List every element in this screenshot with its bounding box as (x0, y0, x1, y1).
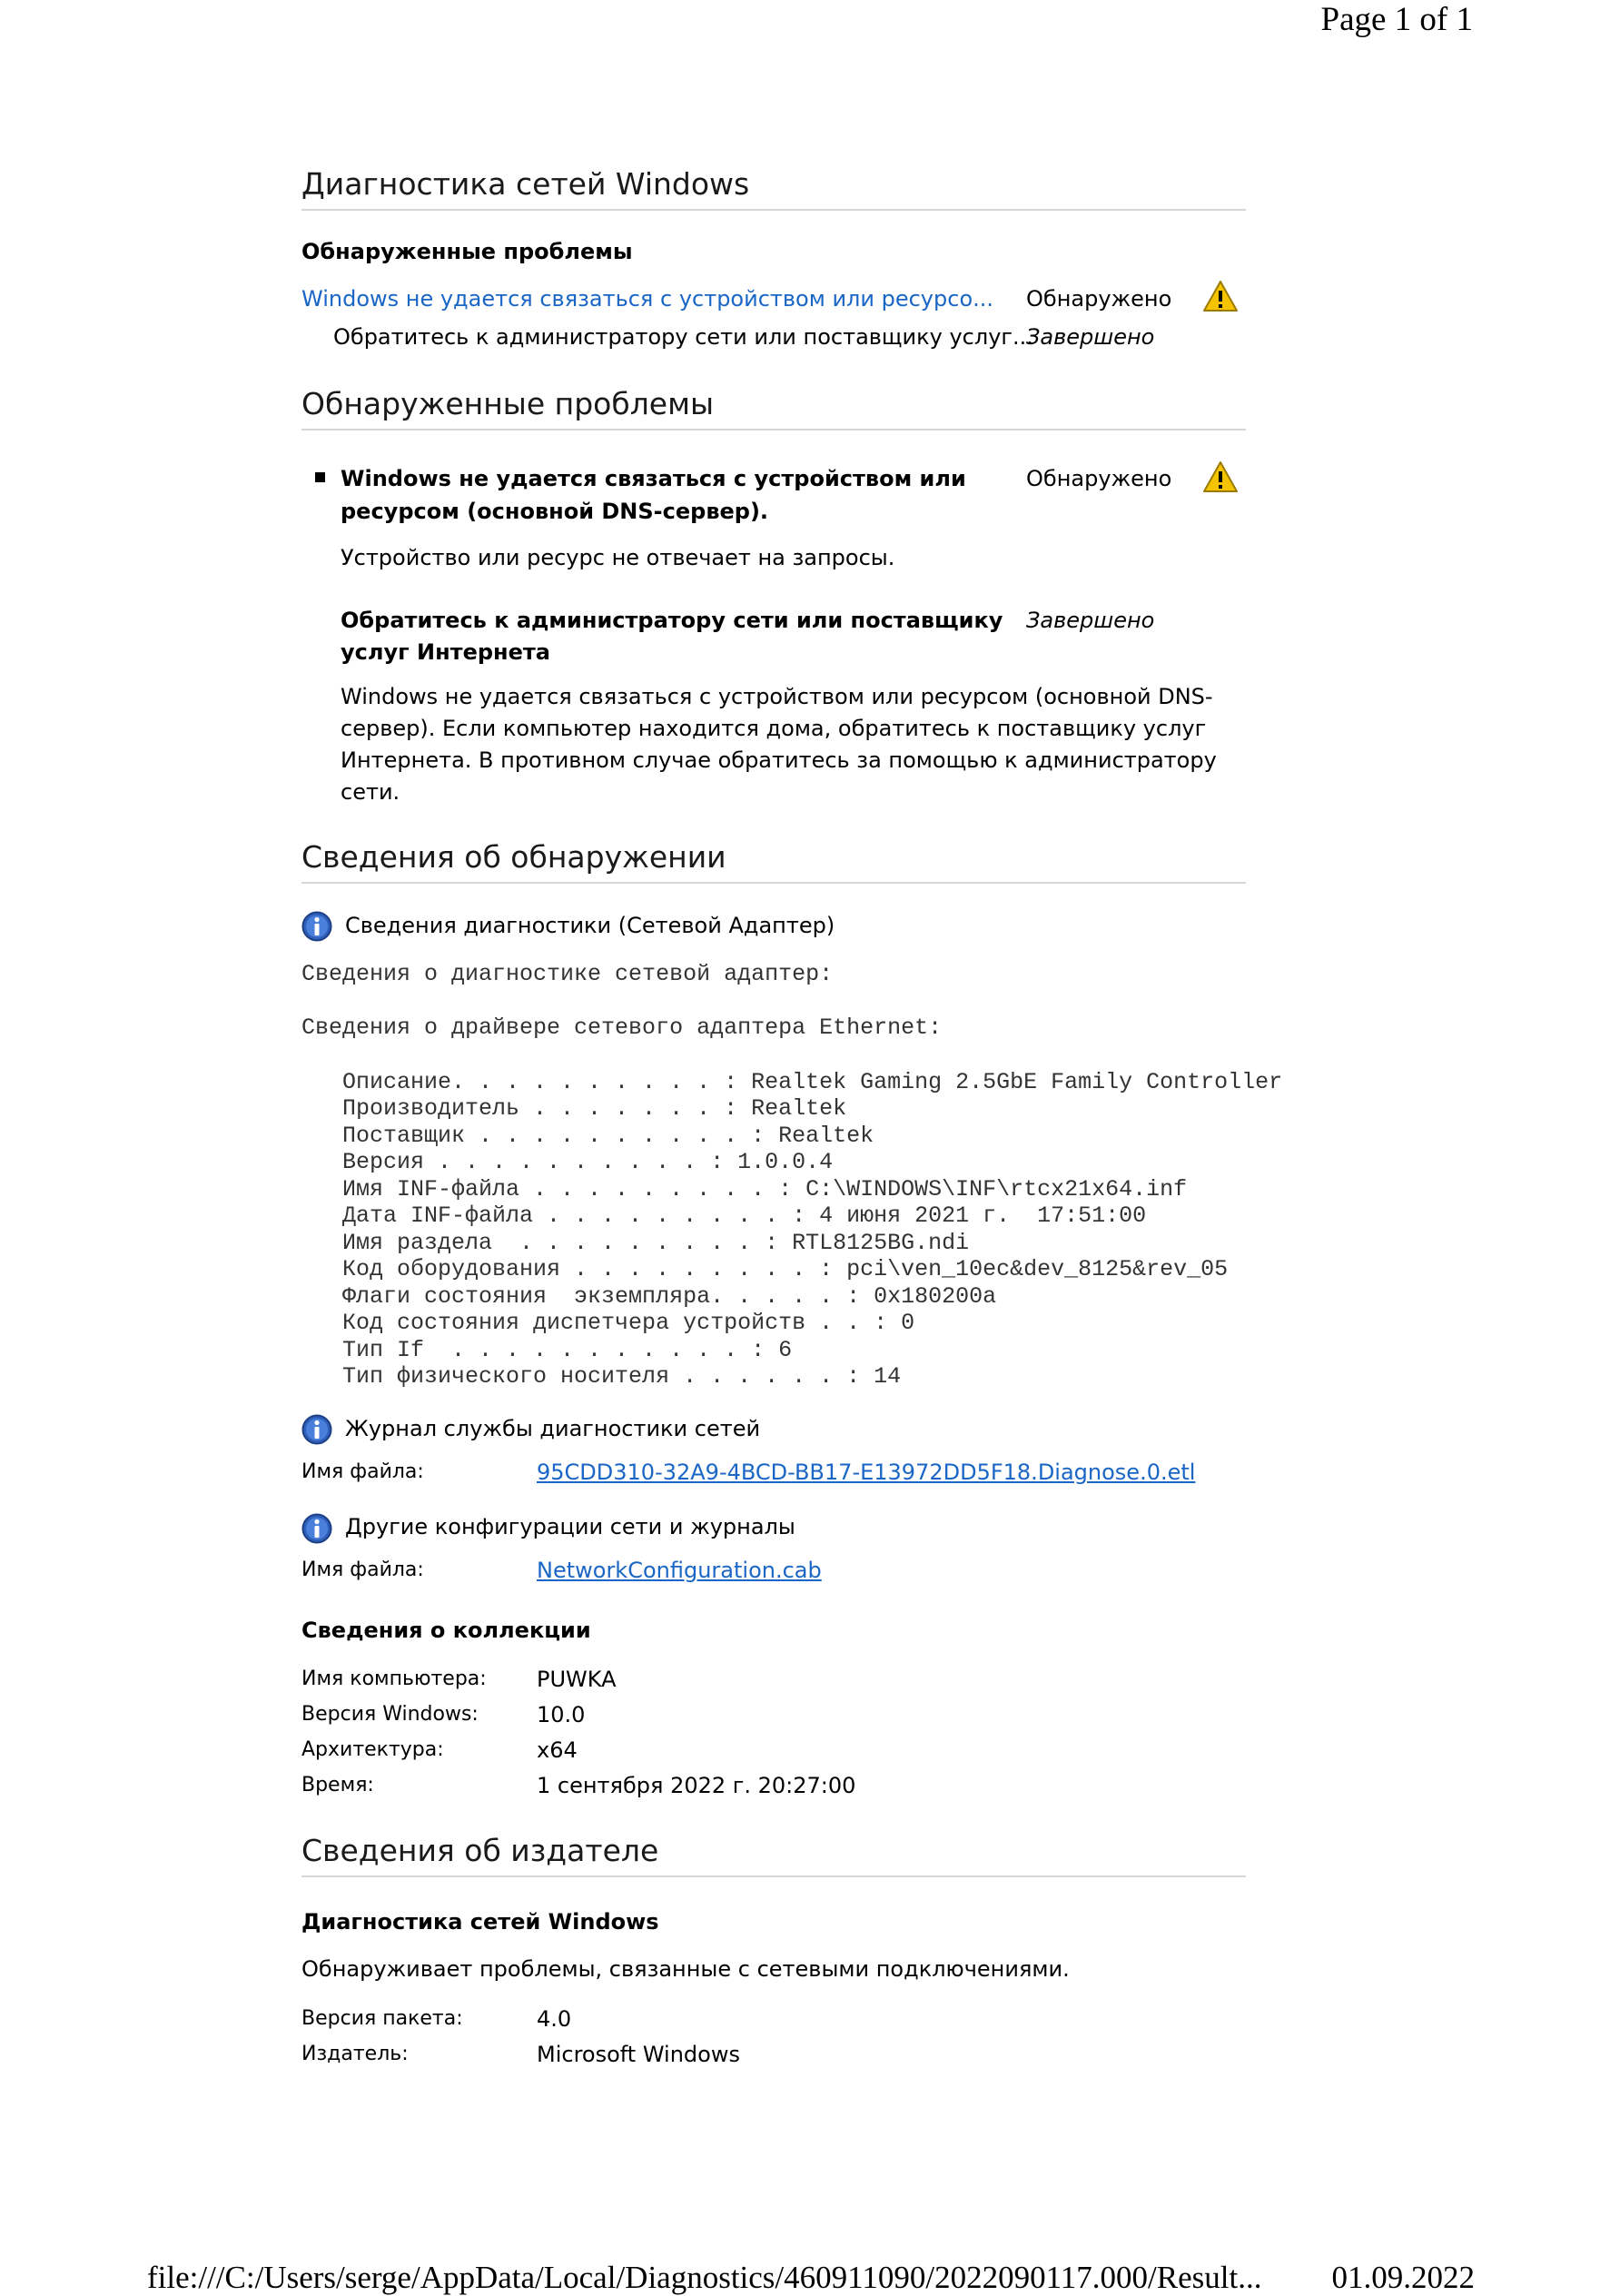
diagnostic-line: Сведения о диагностике сетевой адаптер: (301, 961, 834, 987)
publisher-row-value: 4.0 (537, 2006, 572, 2032)
title-divider (301, 209, 1246, 211)
diagnostic-line: Тип физического носителя . . . . . . : 14 (301, 1363, 902, 1390)
collection-row-label: Имя компьютера: (301, 1668, 487, 1690)
warning-icon (1202, 460, 1239, 493)
publisher-row-label: Версия пакета: (301, 2007, 463, 2030)
problem-title-line1: Windows не удается связаться с устройством или (341, 466, 966, 491)
solution-description-line: сервер). Если компьютер находится дома, обратитесь к поставщику услуг (341, 716, 1207, 741)
diagnostic-log-title: Журнал службы диагностики сетей (345, 1416, 761, 1441)
bullet-marker (315, 472, 325, 482)
diagnostic-line: Имя раздела . . . . . . . . . : RTL8125BG.ndi (301, 1230, 970, 1256)
problem-title-line2: ресурсом (основной DNS-сервер). (341, 499, 769, 524)
info-icon (301, 911, 332, 942)
publisher-name: Диагностика сетей Windows (301, 1909, 659, 1935)
diagnostic-line: Имя INF-файла . . . . . . . . . : C:\WINDOWS\INF\rtcx21x64.inf (301, 1176, 1188, 1202)
collection-row-value: x64 (537, 1737, 578, 1763)
collection-row-value: PUWKA (537, 1667, 617, 1692)
solution-description-line: Интернета. В противном случае обратитесь за помощью к администратору (341, 747, 1217, 773)
problems-heading: Обнаруженные проблемы (301, 386, 715, 421)
detection-heading: Сведения об обнаружении (301, 839, 726, 875)
problem-description: Устройство или ресурс не отвечает на запросы. (341, 545, 895, 570)
problem-summary-status: Обнаружено (1026, 286, 1172, 312)
solution-summary-text: Обратитесь к администратору сети или поставщику услуг... (333, 324, 1033, 350)
diagnostic-line: Производитель . . . . . . . : Realtek (301, 1095, 847, 1122)
page-number: Page 1 of 1 (1320, 1, 1473, 38)
publisher-divider (301, 1875, 1246, 1877)
log-file-link[interactable]: 95CDD310-32A9-4BCD-BB17-E13972DD5F18.Diagnose.0.etl (537, 1460, 1196, 1485)
info-icon (301, 1414, 332, 1445)
warning-icon (1202, 280, 1239, 312)
publisher-description: Обнаруживает проблемы, связанные с сетевыми подключениями. (301, 1956, 1070, 1982)
diagnostic-line: Код состояния диспетчера устройств . . : 0 (301, 1310, 915, 1336)
config-file-label: Имя файла: (301, 1559, 424, 1581)
diagnostic-info-title: Сведения диагностики (Сетевой Адаптер) (345, 913, 835, 938)
log-file-label: Имя файла: (301, 1460, 424, 1483)
publisher-heading: Сведения об издателе (301, 1833, 659, 1868)
collection-row-label: Версия Windows: (301, 1703, 479, 1726)
summary-heading: Обнаруженные проблемы (301, 239, 633, 264)
solution-description-line: Windows не удается связаться с устройством или ресурсом (основной DNS- (341, 684, 1213, 709)
solution-title-line2: услуг Интернета (341, 639, 550, 665)
collection-row-label: Архитектура: (301, 1738, 444, 1761)
publisher-row-value: Microsoft Windows (537, 2042, 740, 2067)
solution-status: Завершено (1026, 608, 1155, 633)
publisher-row-label: Издатель: (301, 2043, 409, 2065)
info-icon (301, 1513, 332, 1544)
diagnostic-line: Версия . . . . . . . . . . : 1.0.0.4 (301, 1149, 834, 1175)
diagnostic-line: Поставщик . . . . . . . . . . : Realtek (301, 1123, 874, 1149)
config-file-link[interactable]: NetworkConfiguration.cab (537, 1558, 822, 1583)
collection-row-value: 1 сентября 2022 г. 20:27:00 (537, 1773, 856, 1798)
solution-summary-status: Завершено (1026, 324, 1155, 350)
diagnostic-line: Дата INF-файла . . . . . . . . . : 4 июня 2021 г. 17:51:00 (301, 1202, 1147, 1229)
collection-row-label: Время: (301, 1774, 374, 1796)
other-configs-title: Другие конфигурации сети и журналы (345, 1514, 795, 1539)
diagnostic-line: Флаги состояния экземпляра. . . . . : 0x180200a (301, 1283, 997, 1310)
file-path: file:///C:/Users/serge/AppData/Local/Diagnostics/460911090/2022090117.000/Result... (147, 2260, 1262, 2295)
solution-title-line1: Обратитесь к администратору сети или поставщику (341, 608, 1003, 633)
collection-row-value: 10.0 (537, 1702, 586, 1727)
print-date: 01.09.2022 (1331, 2260, 1475, 2295)
report-title: Диагностика сетей Windows (301, 166, 750, 202)
solution-description-line: сети. (341, 779, 400, 805)
diagnostic-line: Тип If . . . . . . . . . . . : 6 (301, 1337, 793, 1363)
problem-status: Обнаружено (1026, 466, 1172, 491)
diagnostic-line: Описание. . . . . . . . . . : Realtek Gaming 2.5GbE Family Controller (301, 1069, 1283, 1095)
problems-divider (301, 429, 1246, 430)
problem-summary-link[interactable]: Windows не удается связаться с устройством или ресурсо... (301, 286, 994, 312)
detection-divider (301, 882, 1246, 884)
collection-heading: Сведения о коллекции (301, 1618, 591, 1643)
diagnostic-line: Код оборудования . . . . . . . . . : pci\ven_10ec&dev_8125&rev_05 (301, 1256, 1229, 1282)
diagnostic-line: Сведения о драйвере сетевого адаптера Ethernet: (301, 1014, 943, 1041)
